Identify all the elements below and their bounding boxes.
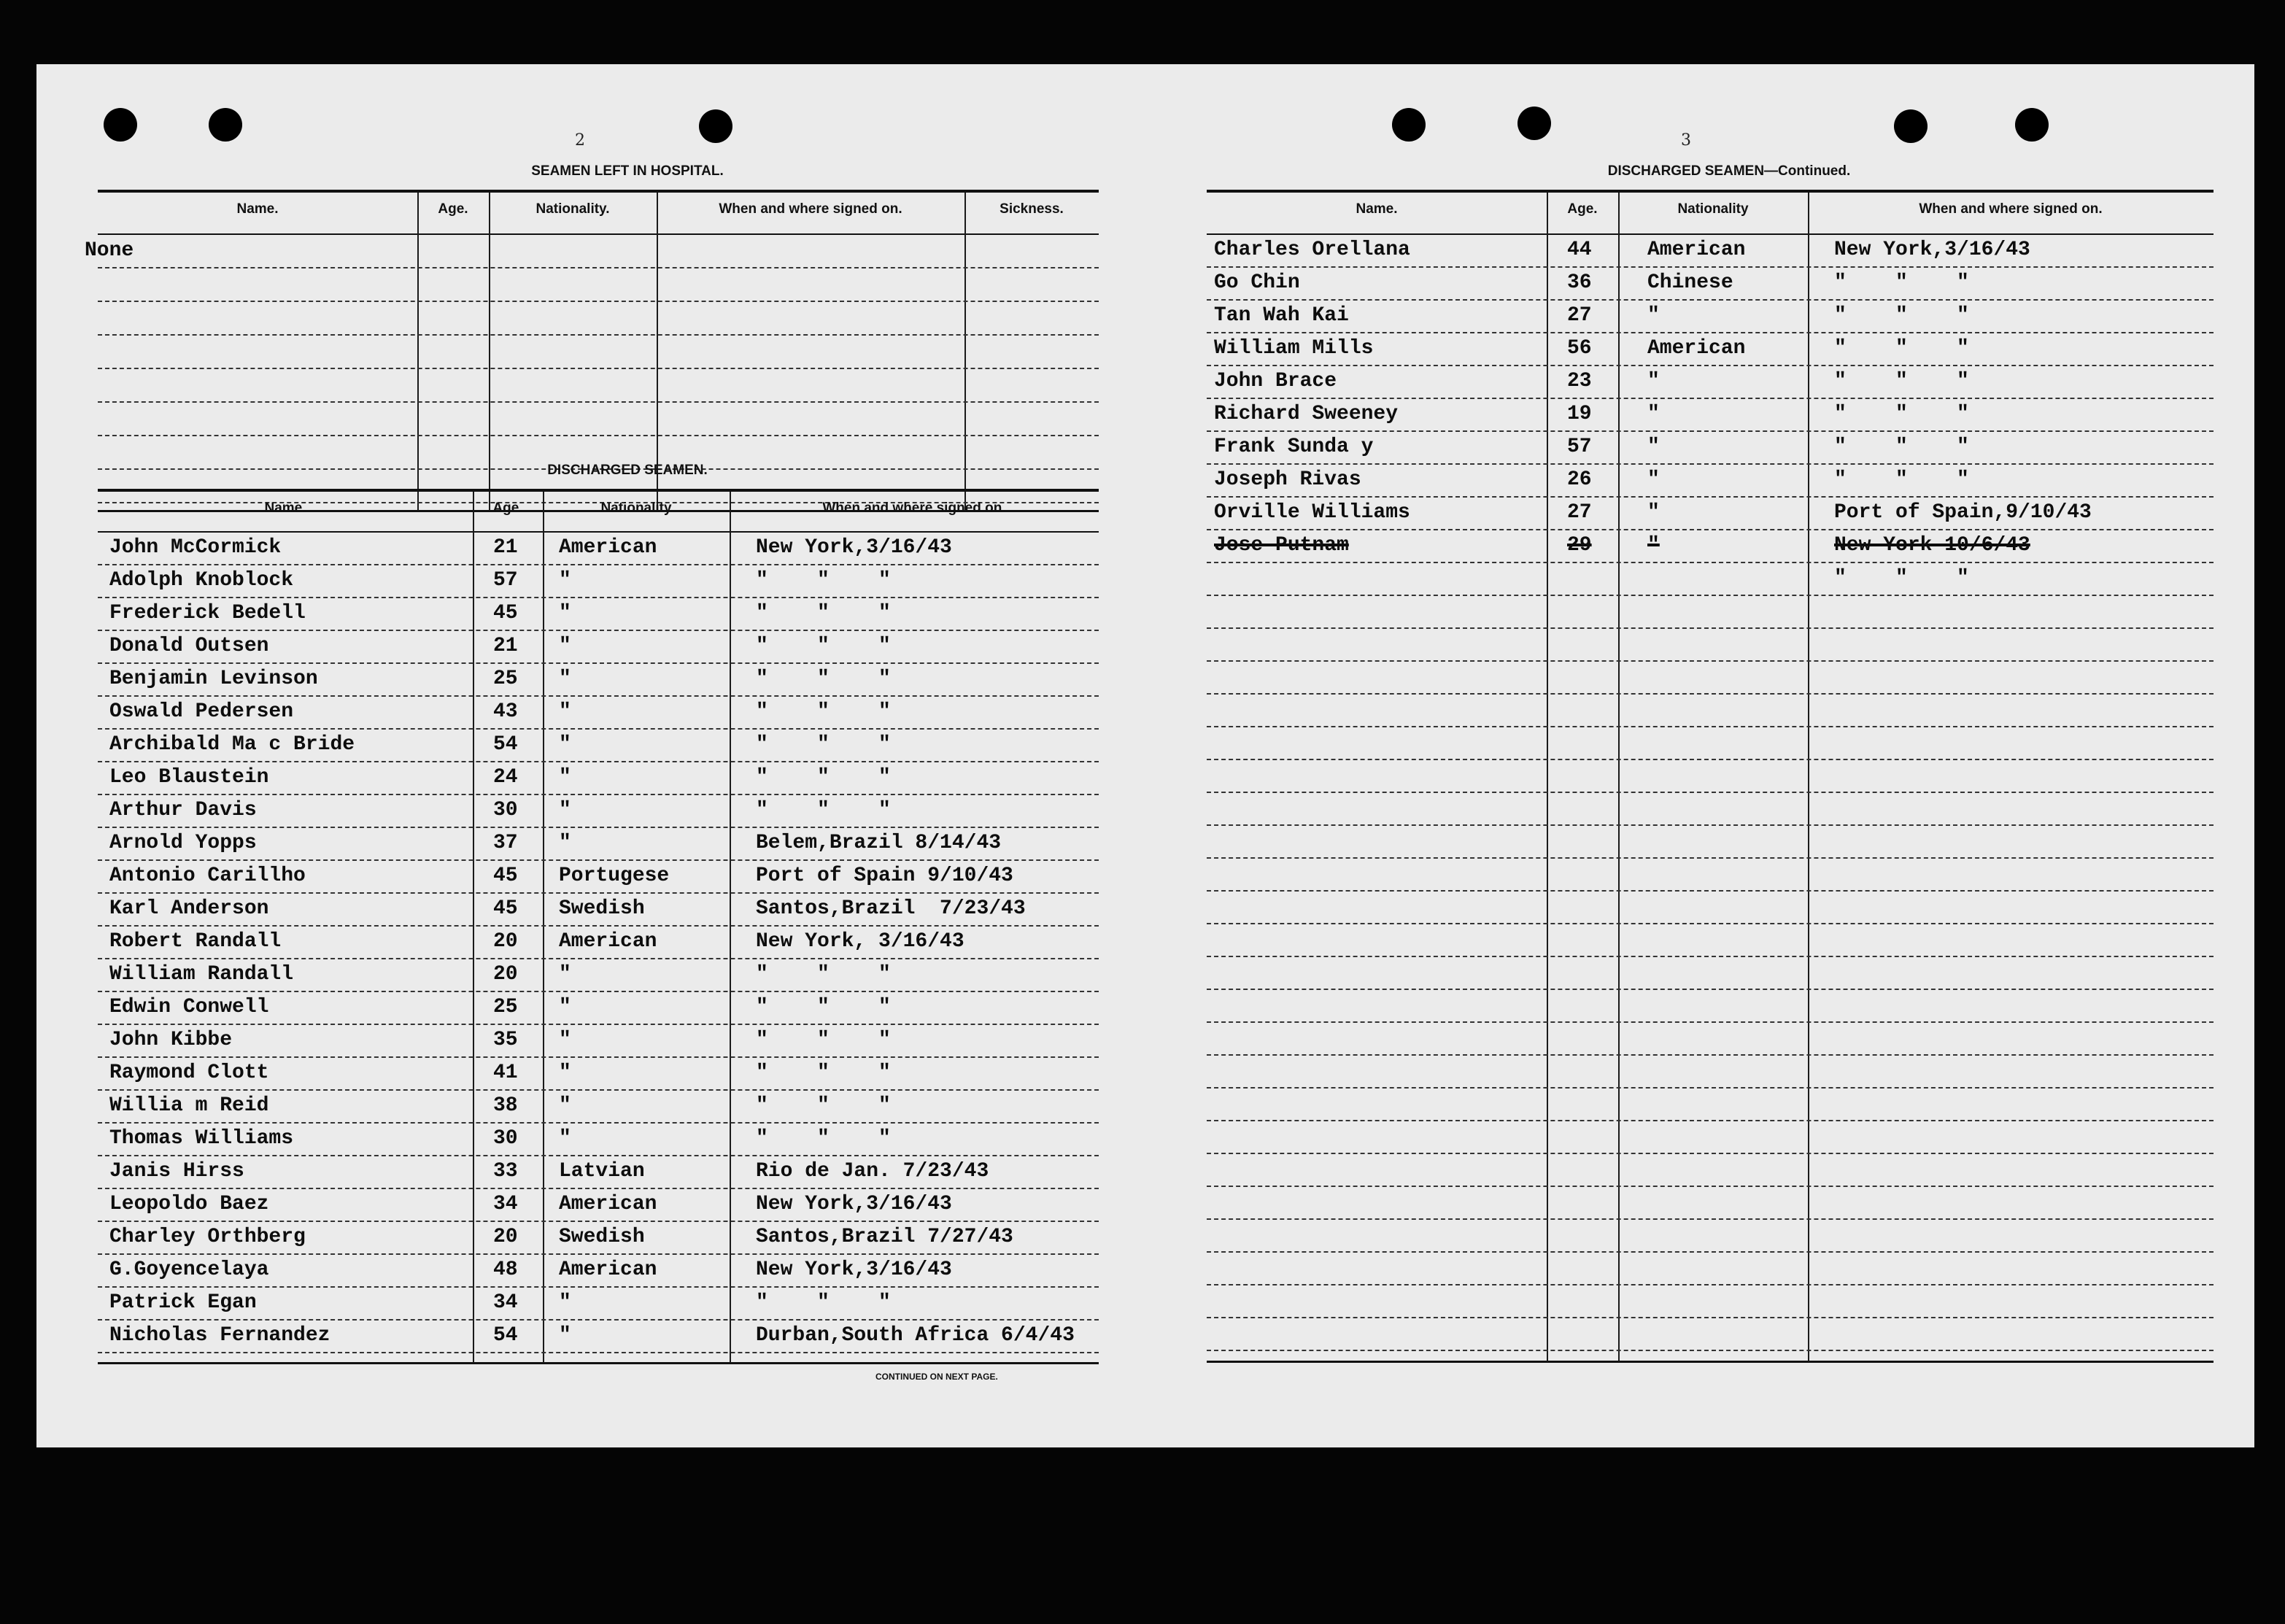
- seaman-age: 57: [493, 569, 518, 592]
- seaman-nationality: ": [559, 1127, 571, 1150]
- row-rule: [98, 435, 1099, 436]
- seaman-age: 57: [1567, 436, 1592, 458]
- signed-on: " " ": [1834, 436, 1969, 458]
- signed-on: " " ": [756, 963, 891, 986]
- row-rule: [98, 761, 1099, 762]
- signed-on: " " ": [1834, 370, 1969, 393]
- punch-hole: [1392, 108, 1426, 142]
- punch-hole: [2015, 108, 2049, 142]
- seaman-name: Adolph Knoblock: [109, 569, 294, 592]
- header-rule: [98, 531, 1099, 533]
- seaman-name: G.Goyencelaya: [109, 1258, 269, 1281]
- row-rule: [1207, 299, 2214, 301]
- seaman-age: 27: [1567, 501, 1592, 524]
- page-number: 2: [575, 131, 585, 150]
- signed-on: " " ": [1834, 403, 1969, 425]
- seaman-age: 20: [493, 1226, 518, 1248]
- seaman-nationality: ": [559, 733, 571, 756]
- seaman-age: 35: [493, 1029, 518, 1051]
- seaman-nationality: ": [1647, 436, 1660, 458]
- signed-on: " " ": [1834, 567, 1969, 589]
- seaman-nationality: American: [559, 930, 657, 953]
- seaman-name: Thomas Williams: [109, 1127, 294, 1150]
- seaman-nationality: ": [559, 668, 571, 690]
- seaman-age: 45: [493, 602, 518, 625]
- seaman-age: 20: [493, 963, 518, 986]
- seaman-name: Jose Putnam: [1214, 534, 1349, 557]
- punch-hole: [1894, 109, 1928, 143]
- row-rule: [1207, 332, 2214, 333]
- seaman-nationality: ": [1647, 534, 1660, 557]
- seaman-nationality: ": [559, 1291, 571, 1314]
- column-header: When and where signed on.: [719, 201, 902, 217]
- seaman-nationality: ": [559, 1029, 571, 1051]
- seaman-nationality: ": [1647, 370, 1660, 393]
- row-rule: [1207, 824, 2214, 826]
- column-header: Nationality.: [536, 201, 610, 217]
- table-bottom-rule: [1207, 1361, 2214, 1363]
- row-rule: [98, 1024, 1099, 1025]
- column-divider: [473, 492, 474, 1363]
- seaman-age: 25: [493, 668, 518, 690]
- seaman-age: 54: [493, 1324, 518, 1347]
- seaman-nationality: Swedish: [559, 1226, 645, 1248]
- row-rule: [1207, 1087, 2214, 1089]
- continued-table: [1207, 190, 2214, 1363]
- row-rule: [98, 728, 1099, 730]
- signed-on: New York 10/6/43: [1834, 534, 2030, 557]
- row-rule: [98, 301, 1099, 302]
- seaman-name: Leo Blaustein: [109, 766, 269, 789]
- punch-hole: [699, 109, 732, 143]
- seaman-name: Karl Anderson: [109, 897, 269, 920]
- seaman-age: 23: [1567, 370, 1592, 393]
- punch-hole: [104, 108, 137, 142]
- signed-on: Durban,South Africa 6/4/43: [756, 1324, 1075, 1347]
- signed-on: " " ": [756, 799, 891, 821]
- row-rule: [1207, 365, 2214, 366]
- row-rule: [1207, 1153, 2214, 1154]
- seaman-name: Leopoldo Baez: [109, 1193, 269, 1215]
- column-header: Nationality: [1677, 201, 1749, 217]
- signed-on: " " ": [756, 733, 891, 756]
- punch-hole: [209, 108, 242, 142]
- seaman-nationality: Portugese: [559, 865, 670, 887]
- seaman-name: Joseph Rivas: [1214, 468, 1361, 491]
- seaman-nationality: Swedish: [559, 897, 645, 920]
- row-rule: [1207, 266, 2214, 268]
- row-rule: [98, 630, 1099, 631]
- seaman-nationality: American: [559, 1258, 657, 1281]
- row-rule: [98, 1188, 1099, 1189]
- row-rule: [98, 1319, 1099, 1321]
- seaman-nationality: American: [1647, 239, 1746, 261]
- continued-title: DISCHARGED SEAMEN—Continued.: [1607, 163, 1851, 179]
- seaman-age: 38: [493, 1094, 518, 1117]
- signed-on: " " ": [756, 602, 891, 625]
- signed-on: " " ": [756, 569, 891, 592]
- seaman-name: Frederick Bedell: [109, 602, 306, 625]
- seaman-age: 25: [493, 996, 518, 1018]
- row-rule: [98, 827, 1099, 828]
- row-rule: [98, 1286, 1099, 1288]
- seaman-age: 45: [493, 897, 518, 920]
- signed-on: " " ": [756, 700, 891, 723]
- signed-on: Santos,Brazil 7/27/43: [756, 1226, 1013, 1248]
- signed-on: Port of Spain 9/10/43: [756, 865, 1013, 887]
- seaman-name: William Randall: [109, 963, 294, 986]
- row-rule: [98, 958, 1099, 959]
- seaman-name: Donald Outsen: [109, 635, 269, 657]
- seaman-age: 30: [493, 1127, 518, 1150]
- seaman-age: 56: [1567, 337, 1592, 360]
- signed-on: New York,3/16/43: [756, 1258, 952, 1281]
- table-top-rule: [1207, 190, 2214, 193]
- column-header: Age.: [1567, 201, 1598, 217]
- row-rule: [98, 1089, 1099, 1091]
- seaman-age: 41: [493, 1062, 518, 1084]
- column-header: Age.: [492, 500, 523, 516]
- row-rule: [98, 794, 1099, 795]
- seaman-age: 45: [493, 865, 518, 887]
- signed-on: " " ": [756, 1127, 891, 1150]
- row-rule: [1207, 923, 2214, 924]
- header-rule: [1207, 233, 2214, 235]
- row-rule: [98, 695, 1099, 697]
- seaman-nationality: Latvian: [559, 1160, 645, 1183]
- continued-note: CONTINUED ON NEXT PAGE.: [875, 1372, 998, 1382]
- seaman-name: Oswald Pedersen: [109, 700, 294, 723]
- column-header: Name.: [264, 500, 306, 516]
- row-rule: [98, 859, 1099, 861]
- row-rule: [1207, 562, 2214, 563]
- signed-on: Santos,Brazil 7/23/43: [756, 897, 1026, 920]
- seaman-nationality: ": [1647, 468, 1660, 491]
- seaman-name: John Brace: [1214, 370, 1337, 393]
- row-rule: [98, 1221, 1099, 1222]
- seaman-name: Edwin Conwell: [109, 996, 269, 1018]
- seaman-age: 21: [493, 635, 518, 657]
- row-rule: [1207, 529, 2214, 530]
- seaman-name: Tan Wah Kai: [1214, 304, 1349, 327]
- column-header: Name.: [1356, 201, 1398, 217]
- row-rule: [1207, 627, 2214, 629]
- signed-on: " " ": [1834, 337, 1969, 360]
- row-rule: [1207, 726, 2214, 727]
- seaman-name: Charley Orthberg: [109, 1226, 306, 1248]
- row-rule: [98, 597, 1099, 598]
- document-sheet: [36, 64, 2254, 1447]
- seaman-nationality: ": [559, 832, 571, 854]
- seaman-nationality: Chinese: [1647, 271, 1733, 294]
- row-rule: [1207, 430, 2214, 432]
- seaman-nationality: ": [559, 799, 571, 821]
- column-header: When and where signed on.: [822, 500, 1006, 516]
- row-rule: [1207, 1186, 2214, 1187]
- seaman-name: Nicholas Fernandez: [109, 1324, 330, 1347]
- row-rule: [98, 925, 1099, 927]
- seaman-nationality: ": [559, 996, 571, 1018]
- row-rule: [1207, 1218, 2214, 1220]
- seaman-nationality: ": [559, 602, 571, 625]
- discharged-title: DISCHARGED SEAMEN.: [547, 463, 708, 478]
- row-rule: [1207, 595, 2214, 596]
- seaman-name: Arnold Yopps: [109, 832, 257, 854]
- row-rule: [1207, 1251, 2214, 1253]
- column-divider: [730, 492, 731, 1363]
- column-divider: [543, 492, 544, 1363]
- seaman-nationality: ": [559, 1094, 571, 1117]
- discharged-table: [98, 489, 1099, 1364]
- seaman-age: 48: [493, 1258, 518, 1281]
- seaman-age: 24: [493, 766, 518, 789]
- seaman-age: 34: [493, 1291, 518, 1314]
- seaman-name: Frank Sunda y: [1214, 436, 1374, 458]
- signed-on: " " ": [1834, 468, 1969, 491]
- seaman-age: 20: [493, 930, 518, 953]
- seaman-name: Patrick Egan: [109, 1291, 257, 1314]
- seaman-age: 27: [1567, 304, 1592, 327]
- seaman-age: 21: [493, 536, 518, 559]
- table-top-rule: [98, 489, 1099, 492]
- row-rule: [1207, 463, 2214, 465]
- header-rule: [98, 233, 1099, 235]
- row-rule: [98, 991, 1099, 992]
- seaman-age: 37: [493, 832, 518, 854]
- column-header: When and where signed on.: [1919, 201, 2103, 217]
- seaman-nationality: ": [559, 569, 571, 592]
- row-rule: [1207, 890, 2214, 892]
- table-bottom-rule: [98, 1362, 1099, 1364]
- row-rule: [98, 892, 1099, 894]
- seaman-nationality: ": [559, 963, 571, 986]
- row-rule: [1207, 693, 2214, 695]
- column-header: Nationality: [600, 500, 672, 516]
- seaman-nationality: ": [1647, 403, 1660, 425]
- row-rule: [98, 1155, 1099, 1156]
- seaman-name: William Mills: [1214, 337, 1374, 360]
- signed-on: Port of Spain,9/10/43: [1834, 501, 2092, 524]
- seaman-nationality: ": [1647, 304, 1660, 327]
- seaman-name: Orville Williams: [1214, 501, 1410, 524]
- seaman-name: John McCormick: [109, 536, 282, 559]
- seaman-name: Raymond Clott: [109, 1062, 269, 1084]
- row-rule: [1207, 989, 2214, 990]
- row-rule: [98, 1122, 1099, 1124]
- row-rule: [1207, 792, 2214, 793]
- seaman-nationality: American: [559, 536, 657, 559]
- seaman-age: 30: [493, 799, 518, 821]
- seaman-age: 54: [493, 733, 518, 756]
- seaman-name: Arthur Davis: [109, 799, 257, 821]
- seaman-name: Robert Randall: [109, 930, 282, 953]
- column-divider: [964, 193, 966, 511]
- column-header: Name.: [236, 201, 279, 217]
- seaman-name: Charles Orellana: [1214, 239, 1410, 261]
- seaman-age: 33: [493, 1160, 518, 1183]
- row-rule: [1207, 857, 2214, 859]
- seaman-age: 34: [493, 1193, 518, 1215]
- row-rule: [1207, 398, 2214, 399]
- signed-on: " " ": [756, 1029, 891, 1051]
- seaman-name: Richard Sweeney: [1214, 403, 1399, 425]
- seaman-age: 19: [1567, 403, 1592, 425]
- row-rule: [1207, 660, 2214, 662]
- row-rule: [1207, 759, 2214, 760]
- seaman-nationality: American: [1647, 337, 1746, 360]
- seaman-nationality: ": [559, 1062, 571, 1084]
- row-rule: [98, 1253, 1099, 1255]
- signed-on: Rio de Jan. 7/23/43: [756, 1160, 989, 1183]
- page-number: 3: [1681, 131, 1691, 150]
- row-rule: [1207, 1350, 2214, 1351]
- seaman-name: Willia m Reid: [109, 1094, 269, 1117]
- column-header: Sickness.: [1000, 201, 1064, 217]
- row-rule: [1207, 1054, 2214, 1056]
- seaman-name: Benjamin Levinson: [109, 668, 318, 690]
- seaman-age: 44: [1567, 239, 1592, 261]
- seaman-nationality: ": [559, 700, 571, 723]
- signed-on: " " ": [756, 996, 891, 1018]
- seaman-nationality: ": [559, 766, 571, 789]
- seaman-age: 43: [493, 700, 518, 723]
- signed-on: New York, 3/16/43: [756, 930, 964, 953]
- row-rule: [98, 1352, 1099, 1353]
- signed-on: " " ": [756, 668, 891, 690]
- signed-on: New York,3/16/43: [756, 536, 952, 559]
- hospital-title: SEAMEN LEFT IN HOSPITAL.: [531, 163, 724, 179]
- seaman-name: Janis Hirss: [109, 1160, 244, 1183]
- row-rule: [98, 662, 1099, 664]
- row-rule: [1207, 1284, 2214, 1285]
- seaman-name: Archibald Ma c Bride: [109, 733, 355, 756]
- signed-on: " " ": [1834, 271, 1969, 294]
- signed-on: New York,3/16/43: [1834, 239, 2030, 261]
- row-rule: [98, 401, 1099, 403]
- seaman-nationality: ": [1647, 501, 1660, 524]
- signed-on: " " ": [756, 766, 891, 789]
- signed-on: Belem,Brazil 8/14/43: [756, 832, 1002, 854]
- seaman-nationality: ": [559, 635, 571, 657]
- signed-on: " " ": [756, 1062, 891, 1084]
- seaman-age: 36: [1567, 271, 1592, 294]
- row-rule: [98, 368, 1099, 369]
- seaman-age: 26: [1567, 468, 1592, 491]
- row-rule: [1207, 496, 2214, 498]
- seaman-name: Go Chin: [1214, 271, 1300, 294]
- seaman-nationality: ": [559, 1324, 571, 1347]
- row-rule: [1207, 956, 2214, 957]
- row-rule: [98, 267, 1099, 268]
- row-rule: [98, 564, 1099, 565]
- seaman-name: Antonio Carillho: [109, 865, 306, 887]
- signed-on: " " ": [1834, 304, 1969, 327]
- seaman-name: John Kibbe: [109, 1029, 233, 1051]
- row-rule: [98, 1056, 1099, 1058]
- row-rule: [1207, 1021, 2214, 1023]
- signed-on: " " ": [756, 1094, 891, 1117]
- signed-on: New York,3/16/43: [756, 1193, 952, 1215]
- row-rule: [1207, 1120, 2214, 1121]
- signed-on: " " ": [756, 635, 891, 657]
- signed-on: " " ": [756, 1291, 891, 1314]
- row-rule: [98, 334, 1099, 336]
- row-rule: [1207, 1317, 2214, 1318]
- seaman-age: 29: [1567, 534, 1592, 557]
- punch-hole: [1517, 107, 1551, 140]
- table-top-rule: [98, 190, 1099, 193]
- column-header: Age.: [438, 201, 468, 217]
- seaman-nationality: American: [559, 1193, 657, 1215]
- seaman-name: None: [85, 239, 134, 262]
